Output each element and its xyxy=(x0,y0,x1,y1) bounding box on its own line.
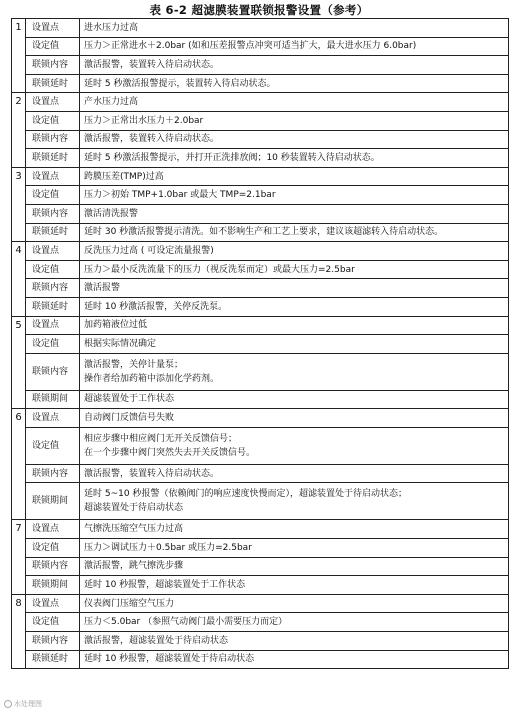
table-row xyxy=(12,427,509,464)
row-value xyxy=(80,260,509,279)
table-row xyxy=(12,93,509,112)
table-row xyxy=(12,186,509,205)
row-value-line: 压力＞正常进水＋2.0bar (如和压差报警点冲突可适当扩大，最大进水压力 6.0bar) xyxy=(84,41,417,52)
row-label: 联锁延时 xyxy=(26,223,80,242)
row-label: 联锁内容 xyxy=(26,464,80,483)
row-value xyxy=(80,539,509,558)
table-row xyxy=(12,37,509,56)
row-value xyxy=(80,520,509,539)
table-row xyxy=(12,111,509,130)
table-row xyxy=(12,316,509,335)
row-label: 设置点 xyxy=(26,594,80,613)
table-row xyxy=(12,242,509,261)
row-label: 设定值 xyxy=(26,539,80,558)
row-label: 联锁内容 xyxy=(26,130,80,149)
row-value xyxy=(80,353,509,390)
row-value xyxy=(80,223,509,242)
interlock-alarm-table xyxy=(11,18,509,669)
row-value xyxy=(80,483,509,520)
row-value-line: 延时 30 秒激活报警提示清洗。如不影响生产和工艺上要求，建议该超滤转入待启动状态。 xyxy=(84,227,444,238)
row-value xyxy=(80,130,509,149)
group-number: 8 xyxy=(12,594,26,668)
row-value xyxy=(80,167,509,186)
row-label: 设置点 xyxy=(26,242,80,261)
row-label: 联锁延时 xyxy=(26,650,80,669)
row-label: 联锁内容 xyxy=(26,353,80,390)
row-value xyxy=(80,111,509,130)
row-value xyxy=(80,316,509,335)
row-label: 联锁延时 xyxy=(26,297,80,316)
table-row xyxy=(12,520,509,539)
row-label: 联锁内容 xyxy=(26,557,80,576)
row-value-line: 激活报警，关停计量泵； xyxy=(84,359,184,370)
table-row xyxy=(12,297,509,316)
row-value-line: 操作者给加药箱中添加化学药剂。 xyxy=(84,373,220,384)
row-value-line: 激活报警，超滤装置处于待启动状态 xyxy=(84,635,229,646)
row-value xyxy=(80,632,509,651)
table-row xyxy=(12,130,509,149)
table-row xyxy=(12,204,509,223)
row-label: 设定值 xyxy=(26,613,80,632)
row-value-line: 延时 5 秒激活报警提示，装置转入待启动状态。 xyxy=(84,78,276,89)
table-row xyxy=(12,576,509,595)
row-value xyxy=(80,93,509,112)
row-value-line: 压力＞初始 TMP+1.0bar 或最大 TMP=2.1bar xyxy=(84,190,276,201)
row-label: 联锁内容 xyxy=(26,204,80,223)
watermark-text: 水处理图 xyxy=(14,700,42,708)
row-value xyxy=(80,204,509,223)
row-value-line: 进水压力过高 xyxy=(84,22,139,33)
row-label: 设定值 xyxy=(26,186,80,205)
row-value xyxy=(80,19,509,38)
row-label: 设定值 xyxy=(26,260,80,279)
watermark-icon xyxy=(4,700,12,708)
row-label: 联锁期间 xyxy=(26,483,80,520)
row-value xyxy=(80,297,509,316)
row-value xyxy=(80,149,509,168)
row-value-line: 超滤装置处于待启动状态 xyxy=(84,503,184,514)
table-row xyxy=(12,279,509,298)
group-number: 4 xyxy=(12,242,26,316)
row-value-line: 跨膜压差(TMP)过高 xyxy=(84,171,164,182)
row-value-line: 延时 10 秒报警，超滤装置处于待启动状态 xyxy=(84,654,255,665)
row-label: 联锁期间 xyxy=(26,390,80,409)
group-number: 3 xyxy=(12,167,26,241)
row-value-line: 反洗压力过高 ( 可设定流量报警) xyxy=(84,245,214,256)
table-row xyxy=(12,539,509,558)
row-value xyxy=(80,613,509,632)
row-value-line: 相应步骤中相应阀门无开关反馈信号； xyxy=(84,433,238,444)
row-value-line: 仪表阀门压缩空气压力 xyxy=(84,598,175,609)
row-value xyxy=(80,335,509,354)
table-row xyxy=(12,557,509,576)
row-value xyxy=(80,557,509,576)
table-title: 表 6-2 超滤膜装置联锁报警设置（参考） xyxy=(149,3,369,17)
row-value-line: 产水压力过高 xyxy=(84,97,139,108)
row-value xyxy=(80,279,509,298)
table-row xyxy=(12,464,509,483)
row-label: 设置点 xyxy=(26,93,80,112)
row-value xyxy=(80,427,509,464)
group-number: 5 xyxy=(12,316,26,409)
row-value-line: 自动阀门反馈信号失败 xyxy=(84,413,175,424)
table-row xyxy=(12,390,509,409)
row-value-line: 压力＞正常出水压力＋2.0bar xyxy=(84,115,204,126)
row-label: 设定值 xyxy=(26,37,80,56)
row-value-line: 延时 5 秒激活报警提示，并打开正洗排放阀；10 秒装置转入待启动状态。 xyxy=(84,152,380,163)
row-value xyxy=(80,594,509,613)
row-value-line: 激活报警，装置转入待启动状态。 xyxy=(84,134,220,145)
group-number: 1 xyxy=(12,19,26,93)
table-row xyxy=(12,335,509,354)
table-row xyxy=(12,167,509,186)
group-number: 2 xyxy=(12,93,26,167)
row-value-line: 压力＞调试压力＋0.5bar 或压力=2.5bar xyxy=(84,542,252,553)
row-value xyxy=(80,576,509,595)
row-value-line: 激活报警，跳气擦洗步骤 xyxy=(84,561,184,572)
table-row xyxy=(12,409,509,428)
row-value xyxy=(80,650,509,669)
row-value-line: 气擦洗压缩空气压力过高 xyxy=(84,524,184,535)
row-value xyxy=(80,74,509,93)
row-label: 联锁内容 xyxy=(26,56,80,75)
row-value-line: 超滤装置处于工作状态 xyxy=(84,394,175,405)
table-row xyxy=(12,56,509,75)
row-label: 设置点 xyxy=(26,409,80,428)
row-value-line: 激活报警，装置转入待启动状态。 xyxy=(84,59,220,70)
row-value-line: 激活报警，装置转入待启动状态。 xyxy=(84,468,220,479)
row-label: 设置点 xyxy=(26,19,80,38)
row-label: 设置点 xyxy=(26,167,80,186)
row-value-line: 压力＞最小反洗流量下的压力（视反洗泵而定）或最大压力=2.5bar xyxy=(84,264,355,275)
row-value xyxy=(80,390,509,409)
row-value-line: 延时 10 秒报警，超滤装置处于工作状态 xyxy=(84,580,246,591)
table-row xyxy=(12,74,509,93)
row-value-line: 根据实际情况确定 xyxy=(84,338,157,349)
row-label: 设定值 xyxy=(26,335,80,354)
row-value xyxy=(80,409,509,428)
table-row xyxy=(12,149,509,168)
row-label: 设置点 xyxy=(26,520,80,539)
row-value-line: 延时 10 秒激活报警，关停反洗泵。 xyxy=(84,301,228,312)
table-row xyxy=(12,650,509,669)
row-value-line: 加药箱液位过低 xyxy=(84,320,148,331)
row-value xyxy=(80,464,509,483)
row-value xyxy=(80,186,509,205)
watermark xyxy=(4,699,42,709)
row-value xyxy=(80,56,509,75)
row-label: 联锁延时 xyxy=(26,149,80,168)
row-label: 联锁内容 xyxy=(26,632,80,651)
group-number: 7 xyxy=(12,520,26,594)
row-label: 联锁期间 xyxy=(26,576,80,595)
row-label: 联锁延时 xyxy=(26,74,80,93)
group-number: 6 xyxy=(12,409,26,520)
row-label: 设置点 xyxy=(26,316,80,335)
row-label: 设定值 xyxy=(26,111,80,130)
row-value xyxy=(80,37,509,56)
row-value-line: 激活清洗报警 xyxy=(84,208,139,219)
row-label: 联锁内容 xyxy=(26,279,80,298)
table-row xyxy=(12,594,509,613)
table-row xyxy=(12,613,509,632)
table-row xyxy=(12,483,509,520)
row-value-line: 在一个步骤中阀门突然失去开关反馈信号。 xyxy=(84,447,256,458)
table-row xyxy=(12,632,509,651)
table-row xyxy=(12,260,509,279)
table-body xyxy=(12,19,509,669)
row-value-line: 延时 5~10 秒报警（依赖阀门的响应速度快慢而定），超滤装置处于待启动状态； xyxy=(84,489,407,500)
table-row xyxy=(12,19,509,38)
row-label: 设定值 xyxy=(26,427,80,464)
row-value xyxy=(80,242,509,261)
row-value-line: 压力＜5.0bar （参照气动阀门最小需要压力而定） xyxy=(84,617,288,628)
table-row xyxy=(12,223,509,242)
row-value-line: 激活报警 xyxy=(84,283,121,294)
table-row xyxy=(12,353,509,390)
